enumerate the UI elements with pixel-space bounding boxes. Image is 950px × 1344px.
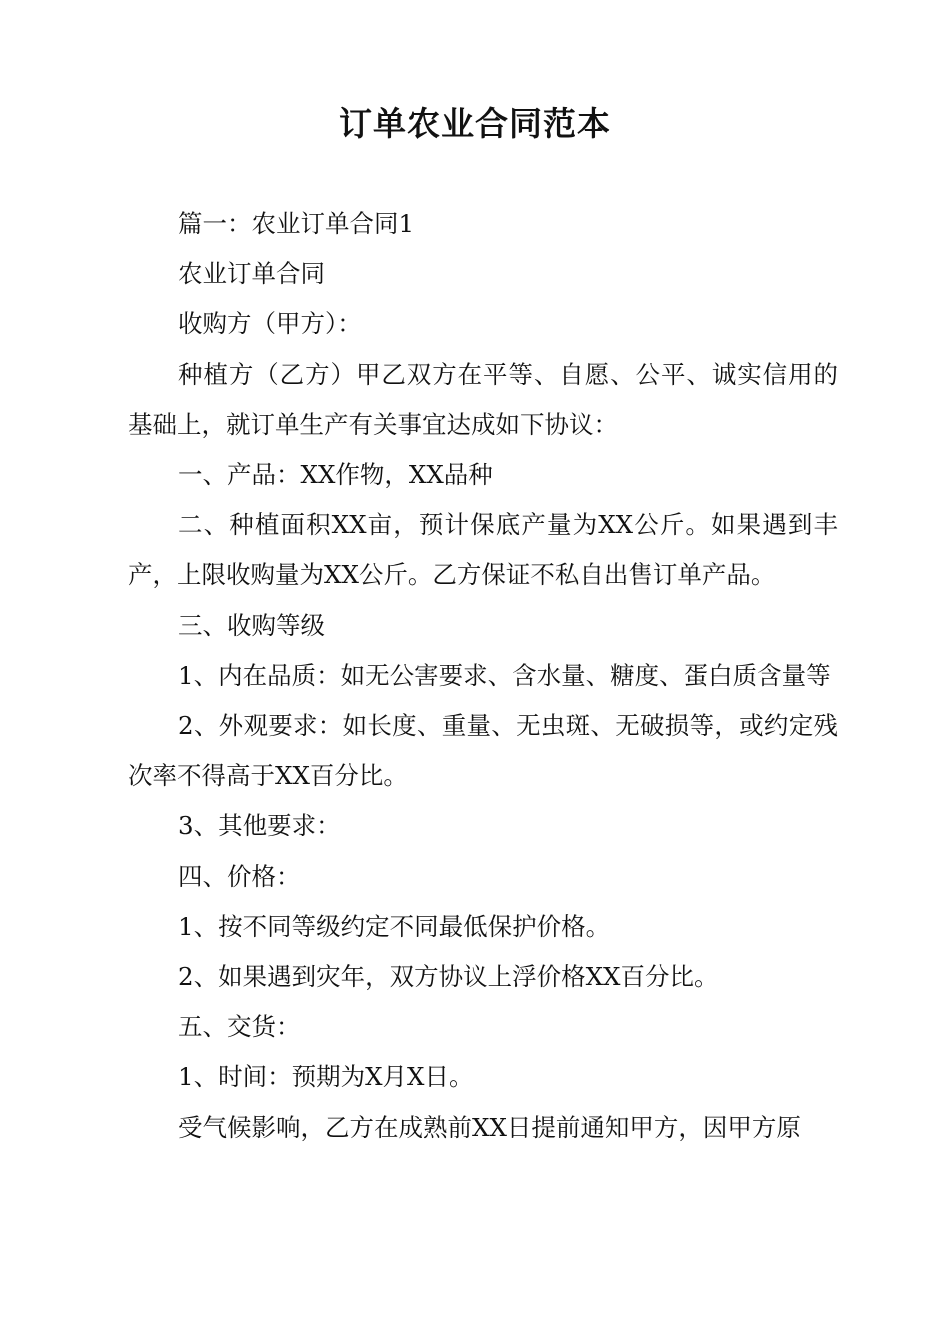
paragraph-clause-product: 一、产品：XX作物，XX品种 xyxy=(178,460,493,490)
document-body xyxy=(128,199,838,1153)
paragraph-clause-delivery: 五、交货： xyxy=(178,1012,301,1042)
paragraph-clause-grade: 三、收购等级 xyxy=(178,610,325,640)
paragraph-grade-appearance: 2、外观要求：如长度、重量、无虫斑、无破损等，或约定残次率不得高于XX百分比。 xyxy=(128,711,838,791)
paragraph-price-minimum: 1、按不同等级约定不同最低保护价格。 xyxy=(178,911,611,941)
paragraph-contract-name: 农业订单合同 xyxy=(178,259,325,289)
paragraph-grade-quality: 1、内在品质：如无公害要求、含水量、糖度、蛋白质含量等 xyxy=(178,660,831,690)
paragraph-delivery-time: 1、时间：预期为X月X日。 xyxy=(178,1062,474,1092)
paragraph-party-b: 种植方（乙方）甲乙双方在平等、自愿、公平、诚实信用的基础上，就订单生产有关事宜达成如下协议： xyxy=(128,359,838,439)
paragraph-delivery-weather: 受气候影响，乙方在成熟前XX日提前通知甲方，因甲方原 xyxy=(178,1112,801,1142)
document-title: 订单农业合同范本 xyxy=(339,104,611,143)
paragraph-clause-area: 二、种植面积XX亩，预计保底产量为XX公斤。如果遇到丰产，上限收购量为XX公斤。乙方保证不私自出售订单产品。 xyxy=(128,510,838,590)
paragraph-grade-other: 3、其他要求： xyxy=(178,811,341,841)
paragraph-party-a: 收购方（甲方）： xyxy=(178,309,362,339)
paragraph-price-disaster: 2、如果遇到灾年，双方协议上浮价格XX百分比。 xyxy=(178,962,719,992)
paragraph-clause-price: 四、价格： xyxy=(178,861,301,891)
paragraph-section-heading: 篇一：农业订单合同1 xyxy=(178,209,415,238)
